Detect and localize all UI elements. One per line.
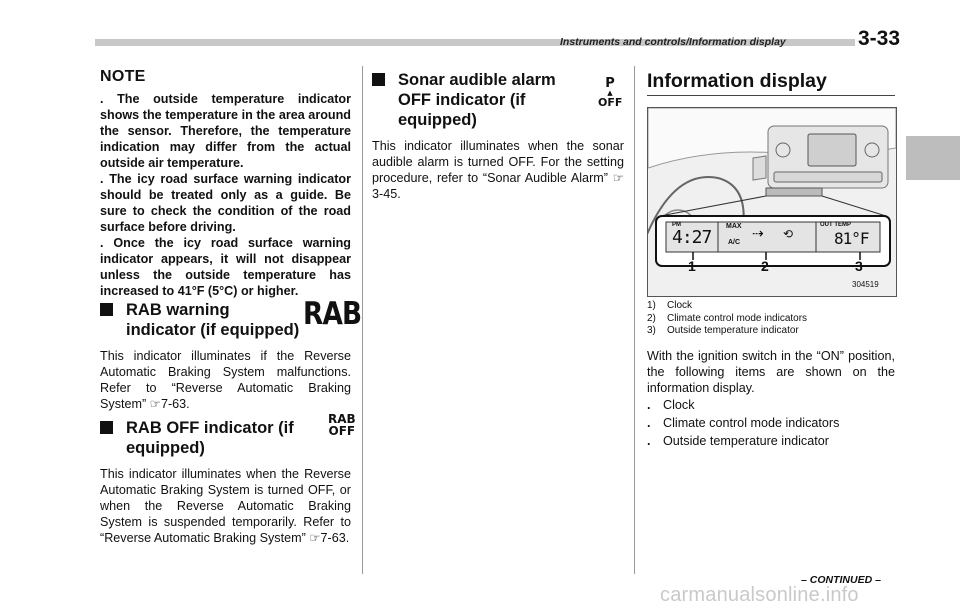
note-item: . Once the icy road surface warning indicator appears, it will not disappear unless the outside temperature has increased to 41°F (5°C) or higher. bbox=[100, 236, 351, 298]
display-items-list bbox=[647, 396, 839, 450]
sonar-off-icon: P ▲ OFF bbox=[598, 76, 623, 109]
caption-item: 3) Outside temperature indicator bbox=[647, 325, 799, 336]
recirculation-icon: ⟲ bbox=[783, 227, 794, 241]
section-square-icon bbox=[100, 303, 113, 316]
column-divider bbox=[362, 66, 363, 574]
rab-off-icon: RAB OFF bbox=[328, 412, 356, 438]
watermark: carmanualsonline.info bbox=[660, 584, 859, 606]
rab-warning-section bbox=[100, 296, 362, 412]
callout-1: 1 bbox=[688, 258, 696, 274]
rab-off-section bbox=[100, 412, 356, 546]
note-item: . The icy road surface warning indicator should be treated only as a guide. Be sure to check the condition of the road surface before driving. bbox=[100, 172, 352, 234]
page-number: 3-33 bbox=[858, 27, 901, 50]
rab-off-title: RAB OFF indicator (if equipped) bbox=[100, 418, 351, 458]
caption-item: 1) Clock bbox=[647, 300, 693, 311]
max-label: MAX bbox=[726, 223, 742, 230]
dashboard-figure bbox=[647, 107, 897, 297]
clock-readout: 4:27 bbox=[672, 227, 712, 248]
list-item: . Climate control mode indicators bbox=[647, 416, 840, 430]
sonar-section bbox=[372, 70, 624, 202]
rab-warning-body: This indicator illuminates if the Reverse Automatic Braking System malfunctions. Refer to “Reverse Automatic Braking System” ☞7-63. bbox=[100, 349, 351, 411]
section-title: Instruments and controls/Information display bbox=[560, 36, 786, 48]
ac-label: A/C bbox=[728, 239, 741, 246]
out-temp-label: OUT TEMP bbox=[820, 222, 851, 228]
rab-warning-title: RAB warning indicator (if equipped) bbox=[100, 300, 351, 340]
list-item: . Outside temperature indicator bbox=[647, 434, 829, 448]
sonar-body: This indicator illuminates when the sonar audible alarm is turned OFF. For the setting procedure, refer to “Sonar Audible Alarm” ☞3-45. bbox=[372, 139, 624, 201]
airflow-mode-icon: ⇢ bbox=[752, 225, 764, 241]
figure-id: 304519 bbox=[852, 280, 879, 289]
section-square-icon bbox=[100, 421, 113, 434]
continued-label: – CONTINUED – bbox=[801, 574, 881, 586]
note-heading: NOTE bbox=[100, 68, 146, 85]
callout-3: 3 bbox=[855, 258, 863, 274]
temp-readout: 81°F bbox=[834, 229, 869, 248]
note-item: . The outside temperature indicator shows the temperature in the area around the sensor. Therefore, the temperature indication may differ from the actual outside air temperature. bbox=[100, 92, 351, 170]
chapter-tab bbox=[906, 136, 960, 180]
rab-off-body: This indicator illuminates when the Reverse Automatic Braking System is turned OFF, or when the Reverse Automatic Braking System is suspended temporarily. Refer to “Reverse Automatic Braking System” ☞7-63. bbox=[100, 467, 351, 545]
column-divider bbox=[634, 66, 635, 574]
caption-item: 2) Climate control mode indicators bbox=[647, 312, 808, 324]
info-display-body: With the ignition switch in the “ON” position, the following items are shown on the information display. bbox=[647, 349, 895, 395]
rab-warning-icon: RAB bbox=[303, 296, 362, 332]
figure-captions bbox=[647, 300, 807, 338]
note-block bbox=[100, 68, 351, 299]
sonar-title: Sonar audible alarm OFF indicator (if equipped) bbox=[372, 70, 624, 130]
list-item: . Clock bbox=[647, 398, 695, 412]
pm-label: PM bbox=[672, 222, 681, 228]
heading-rule bbox=[647, 95, 895, 96]
callout-2: 2 bbox=[761, 258, 769, 274]
info-display-heading: Information display bbox=[647, 70, 827, 92]
section-square-icon bbox=[372, 73, 385, 86]
